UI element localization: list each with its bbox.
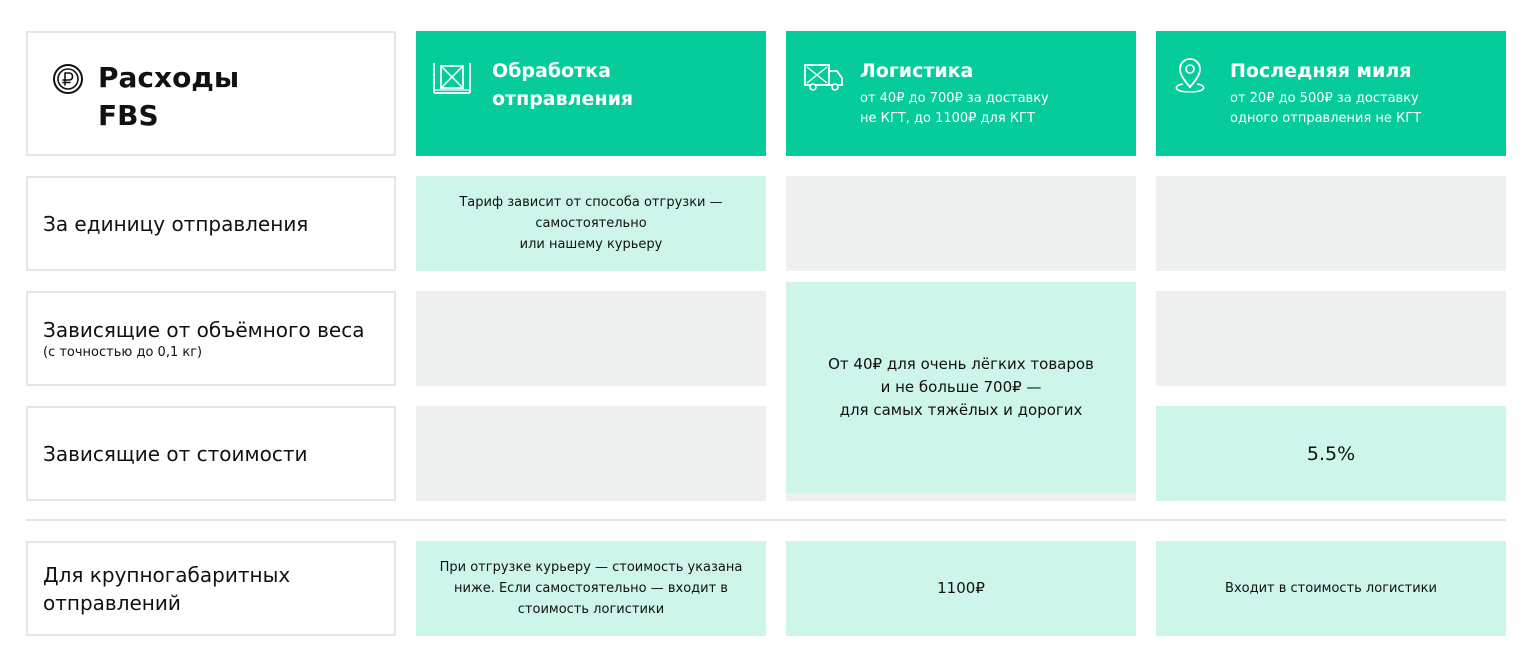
row-label-volume-weight-note: (с точностью до 0,1 кг): [43, 344, 203, 360]
row-label-cost-dependent: [26, 406, 396, 501]
cell-logistics-weight-and-cost-text: [816, 353, 1106, 422]
processing-title: [492, 57, 633, 113]
logistics-title: Логистика: [860, 60, 974, 82]
cell-processing-oversize-line1: При отгрузке курьеру — стоимость указана: [439, 560, 743, 575]
logistics-subtitle-line1: от 40₽ до 700₽ за доставку: [860, 91, 1049, 106]
cell-processing-cost-dependent: [416, 406, 766, 501]
cell-processing-oversize-text: [428, 557, 755, 620]
page-title-line2: FBS: [98, 99, 159, 132]
row-label-per-unit-text: За единицу отправления: [43, 211, 309, 236]
cell-logistics-oversize: [786, 541, 1136, 636]
cell-processing-per-unit-line3: или нашему курьеру: [519, 237, 663, 252]
table-title-cell: [26, 31, 396, 156]
logistics-subtitle-line2: не КГТ, до 1100₽ для КГТ: [860, 111, 1035, 126]
cell-last-mile-cost-dependent: [1156, 406, 1506, 501]
warehouse-box-icon: [432, 57, 472, 97]
cell-processing-per-unit-text: [447, 192, 734, 255]
row-label-volume-weight-text: Зависящие от объёмного веса: [43, 317, 365, 342]
row-label-per-unit: [26, 176, 396, 271]
page-title-line1: Расходы: [98, 61, 240, 94]
cell-logistics-oversize-value: 1100₽: [937, 579, 985, 597]
column-header-last-mile: [1156, 31, 1506, 156]
row-label-cost-dependent-text: Зависящие от стоимости: [43, 441, 308, 466]
cell-last-mile-oversize-text: Входит в стоимость логистики: [1225, 581, 1437, 596]
section-divider: [26, 519, 1506, 521]
page-title: [98, 59, 239, 135]
cell-processing-oversize: [416, 541, 766, 636]
cell-processing-per-unit-line2: самостоятельно: [535, 216, 647, 231]
last-mile-title: Последняя миля: [1230, 60, 1412, 82]
row-label-oversize-line2: отправлений: [43, 590, 181, 615]
column-header-processing: [416, 31, 766, 156]
last-mile-subtitle-line1: от 20₽ до 500₽ за доставку: [1230, 91, 1419, 106]
location-pin-icon: [1172, 57, 1208, 97]
last-mile-subtitle-line2: одного отправления не КГТ: [1230, 111, 1422, 126]
row-label-oversize: [26, 541, 396, 636]
cell-processing-oversize-line2: ниже. Если самостоятельно — входит в: [454, 581, 728, 596]
cell-logistics-line2: и не больше 700₽ —: [880, 378, 1042, 396]
delivery-truck-icon: [802, 57, 842, 97]
cell-last-mile-cost-value: 5.5%: [1306, 442, 1356, 465]
cell-processing-volume-weight: [416, 291, 766, 386]
cell-processing-oversize-line3: стоимость логистики: [517, 602, 665, 617]
last-mile-subtitle: [1230, 89, 1421, 129]
row-label-volume-weight: [26, 291, 396, 386]
cell-logistics-line1: От 40₽ для очень лёгких товаров: [828, 355, 1094, 373]
cell-last-mile-volume-weight: [1156, 291, 1506, 386]
processing-title-line1: Обработка: [492, 60, 611, 82]
cell-processing-per-unit-line1: Тариф зависит от способа отгрузки —: [459, 195, 723, 210]
logistics-subtitle: [860, 89, 1049, 129]
cell-logistics-line3: для самых тяжёлых и дорогих: [839, 401, 1083, 419]
row-label-oversize-line1: Для крупногабаритных: [43, 562, 291, 587]
row-label-oversize-text: [43, 561, 394, 617]
cell-last-mile-per-unit: [1156, 176, 1506, 271]
ruble-coin-icon: [52, 63, 84, 95]
cell-processing-per-unit: [416, 176, 766, 271]
cell-last-mile-oversize: [1156, 541, 1506, 636]
cell-logistics-per-unit: [786, 176, 1136, 271]
processing-title-line2: отправления: [492, 88, 634, 110]
cell-logistics-weight-and-cost: [786, 282, 1136, 493]
column-header-logistics: [786, 31, 1136, 156]
